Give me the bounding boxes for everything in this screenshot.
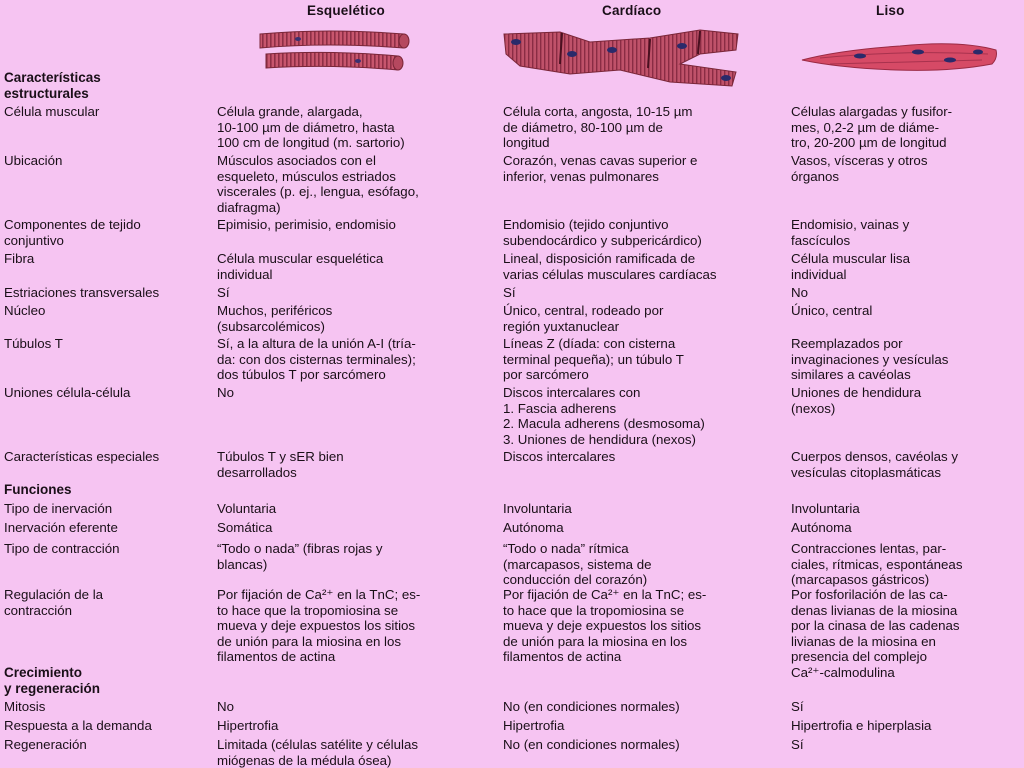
cell-liso: Contracciones lentas, par- ciales, rítmicas, espontáneas (marcapasos gástricos) [791, 541, 963, 587]
cell-cardiaco: Involuntaria [503, 501, 572, 516]
cell-cardiaco: Célula corta, angosta, 10-15 µm de diámetro, 80-100 µm de longitud [503, 104, 693, 150]
row-label: Componentes de tejido conjuntivo [4, 217, 141, 248]
cell-esqueletico: Por fijación de Ca²⁺ en la TnC; es- to hace que la tropomiosina se mueva y deje expuestos los sitios de unión para la miosina en los filamentos de actina [217, 587, 421, 664]
cell-esqueletico: “Todo o nada” (fibras rojas y blancas) [217, 541, 383, 572]
cell-cardiaco: “Todo o nada” rítmica (marcapasos, sistema de conducción del corazón) [503, 541, 652, 587]
cell-cardiaco: Líneas Z (díada: con cisterna terminal pequeña); un túbulo T por sarcómero [503, 336, 684, 382]
cell-liso: Por fosforilación de las ca- denas livianas de la miosina por la cinasa de las cadenas livianas de la miosina en presencia del complejo Ca²⁺-calmodulina [791, 587, 960, 680]
cell-liso: Autónoma [791, 520, 852, 535]
cell-liso: Células alargadas y fusifor- mes, 0,2-2 µm de diáme- tro, 20-200 µm de longitud [791, 104, 953, 150]
cell-esqueletico: Célula muscular esquelética individual [217, 251, 384, 282]
row-label: Fibra [4, 251, 35, 266]
cell-liso: Reemplazados por invaginaciones y vesículas similares a cavéolas [791, 336, 949, 382]
row-label: Tipo de inervación [4, 501, 113, 516]
cell-liso: Célula muscular lisa individual [791, 251, 910, 282]
cell-esqueletico: No [217, 699, 234, 714]
cell-liso: Uniones de hendidura (nexos) [791, 385, 922, 416]
row-label: Túbulos T [4, 336, 63, 351]
cell-esqueletico: Voluntaria [217, 501, 277, 516]
cell-esqueletico: Limitada (células satélite y células miógenas de la médula ósea) [217, 737, 419, 768]
row-label: Regulación de la contracción [4, 587, 104, 618]
cell-liso: Vasos, vísceras y otros órganos [791, 153, 928, 184]
cell-esqueletico: Túbulos T y sER bien desarrollados [217, 449, 344, 480]
section-funciones: Funciones [4, 482, 72, 497]
cell-liso: Hipertrofia e hiperplasia [791, 718, 932, 733]
cell-liso: Endomisio, vainas y fascículos [791, 217, 910, 248]
cell-liso: Sí [791, 699, 804, 714]
row-label: Inervación eferente [4, 520, 118, 535]
cell-cardiaco: Endomisio (tejido conjuntivo subendocárdico y subpericárdico) [503, 217, 702, 248]
cell-cardiaco: Sí [503, 285, 516, 300]
cell-liso: Único, central [791, 303, 873, 318]
cell-cardiaco: Corazón, venas cavas superior e inferior, venas pulmonares [503, 153, 698, 184]
cell-liso: Sí [791, 737, 804, 752]
cell-esqueletico: Somática [217, 520, 273, 535]
cell-cardiaco: Lineal, disposición ramificada de varias células musculares cardíacas [503, 251, 717, 282]
cell-cardiaco: Único, central, rodeado por región yuxtanuclear [503, 303, 664, 334]
row-label: Mitosis [4, 699, 46, 714]
cell-esqueletico: Músculos asociados con el esqueleto, músculos estriados viscerales (p. ej., lengua, esófago, diafragma) [217, 153, 419, 215]
row-label: Célula muscular [4, 104, 100, 119]
header-cardiaco: Cardíaco [602, 3, 662, 18]
row-label: Ubicación [4, 153, 63, 168]
cell-cardiaco: Autónoma [503, 520, 564, 535]
cell-liso: Involuntaria [791, 501, 860, 516]
cell-cardiaco: No (en condiciones normales) [503, 699, 680, 714]
row-label: Tipo de contracción [4, 541, 120, 556]
cell-esqueletico: Muchos, periféricos (subsarcolémicos) [217, 303, 333, 334]
row-label: Regeneración [4, 737, 87, 752]
section-crecimiento-y-regeneracion: Crecimiento y regeneración [4, 665, 101, 696]
cardiac-muscle-fiber-illustration [500, 24, 744, 90]
row-label: Estriaciones transversales [4, 285, 160, 300]
cell-liso: Cuerpos densos, cavéolas y vesículas citoplasmáticas [791, 449, 959, 480]
row-label: Respuesta a la demanda [4, 718, 152, 733]
section-caracteristicas-estructurales: Características estructurales [4, 70, 101, 101]
cell-cardiaco: Por fijación de Ca²⁺ en la TnC; es- to hace que la tropomiosina se mueva y deje expuestos los sitios de unión para la miosina en los filamentos de actina [503, 587, 707, 664]
cell-esqueletico: Sí [217, 285, 230, 300]
smooth-muscle-cell-illustration [800, 38, 1002, 76]
cell-cardiaco: Hipertrofia [503, 718, 565, 733]
cell-esqueletico: Hipertrofia [217, 718, 279, 733]
cell-cardiaco: Discos intercalares [503, 449, 616, 464]
cell-esqueletico: Célula grande, alargada, 10-100 µm de diámetro, hasta 100 cm de longitud (m. sartorio) [217, 104, 405, 150]
row-label: Características especiales [4, 449, 160, 464]
cell-cardiaco: No (en condiciones normales) [503, 737, 680, 752]
cell-liso: No [791, 285, 808, 300]
cell-cardiaco: Discos intercalares con 1. Fascia adherens 2. Macula adherens (desmosoma) 3. Uniones de hendidura (nexos) [503, 385, 705, 447]
header-esqueletico: Esquelético [307, 3, 385, 18]
cell-esqueletico: Sí, a la altura de la unión A-I (tría- da: con dos cisternas terminales); dos túbulos T por sarcómero [217, 336, 416, 382]
cell-esqueletico: No [217, 385, 234, 400]
row-label: Uniones célula-célula [4, 385, 131, 400]
header-liso: Liso [876, 3, 905, 18]
row-label: Núcleo [4, 303, 46, 318]
cell-esqueletico: Epimisio, perimisio, endomisio [217, 217, 396, 232]
skeletal-muscle-fiber-illustration [258, 26, 410, 76]
